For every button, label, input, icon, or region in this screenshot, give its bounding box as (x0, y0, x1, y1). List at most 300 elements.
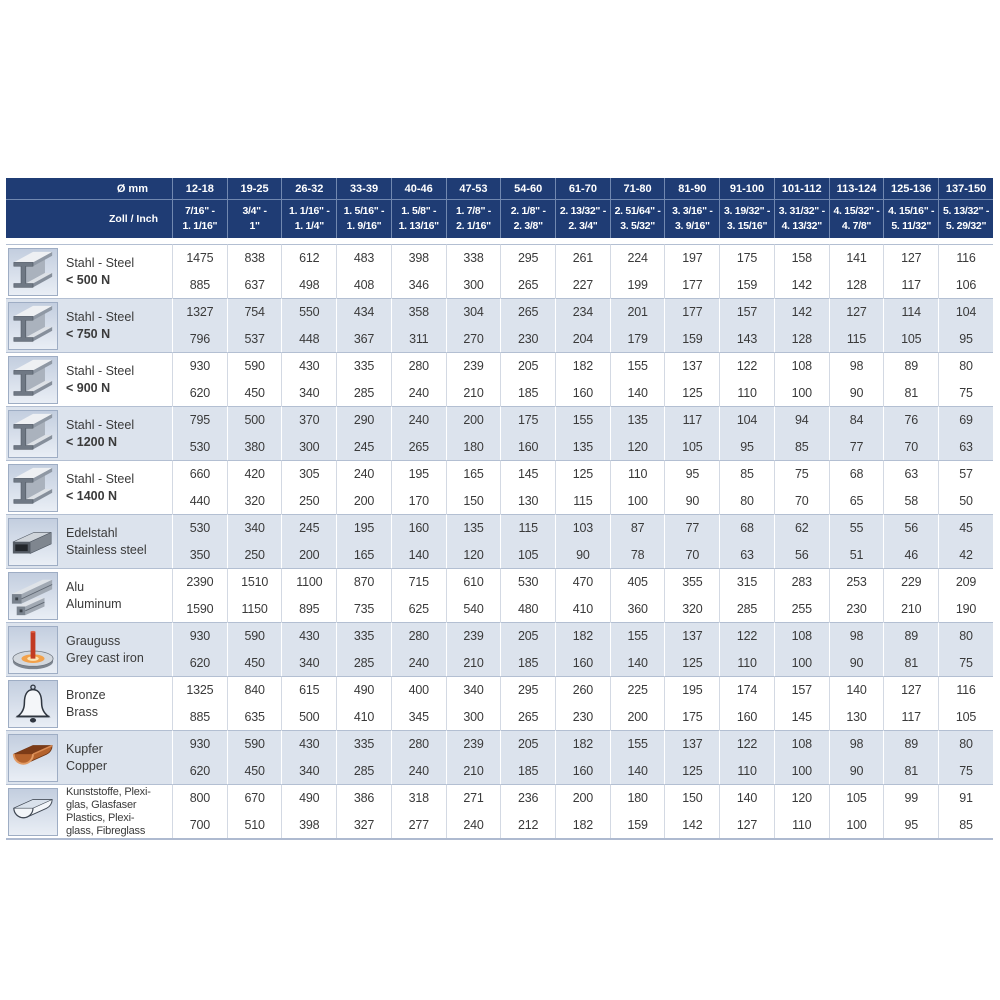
value-cell: 77 (664, 514, 719, 541)
value-cell: 140 (829, 676, 884, 703)
value-cell: 170 (391, 487, 446, 514)
value-cell: 62 (774, 514, 829, 541)
value-cell: 87 (610, 514, 665, 541)
value-cell: 612 (281, 244, 336, 271)
value-cell: 540 (446, 595, 501, 622)
column-header-inch (555, 200, 610, 238)
value-cell: 240 (391, 757, 446, 784)
value-cell: 185 (500, 649, 555, 676)
column-header-mm: 26-32 (281, 178, 336, 200)
value-cell: 75 (938, 379, 993, 406)
value-cell: 205 (500, 622, 555, 649)
value-cell: 180 (446, 433, 501, 460)
value-cell: 410 (555, 595, 610, 622)
value-cell: 140 (610, 379, 665, 406)
material-label-line: Bronze (66, 687, 106, 702)
value-cell: 530 (172, 433, 227, 460)
value-cell: 179 (610, 325, 665, 352)
value-cell: 145 (774, 703, 829, 730)
value-cell: 140 (719, 784, 774, 811)
value-cell: 280 (391, 622, 446, 649)
value-cell: 1590 (172, 595, 227, 622)
value-cell: 50 (938, 487, 993, 514)
value-cell: 160 (500, 433, 555, 460)
value-cell: 199 (610, 271, 665, 298)
value-cell: 510 (227, 811, 282, 838)
value-cell: 625 (391, 595, 446, 622)
value-cell: 200 (281, 541, 336, 568)
value-cell: 160 (391, 514, 446, 541)
column-header-inch (281, 200, 336, 238)
stainless-steel-profile-icon (8, 518, 58, 566)
value-cell: 295 (500, 244, 555, 271)
value-cell: 130 (500, 487, 555, 514)
value-cell: 620 (172, 757, 227, 784)
value-cell: 1150 (227, 595, 282, 622)
inch-range-to: 4. 13/32" (781, 220, 822, 232)
steel-i-beam-icon (8, 464, 58, 512)
value-cell: 295 (500, 676, 555, 703)
column-header-inch (938, 200, 993, 238)
value-cell: 182 (555, 730, 610, 757)
value-cell: 340 (446, 676, 501, 703)
table-row (6, 244, 993, 271)
value-cell: 110 (719, 757, 774, 784)
value-cell: 135 (610, 406, 665, 433)
steel-i-beam-icon (9, 249, 57, 295)
value-cell: 85 (938, 811, 993, 838)
value-cell: 185 (500, 379, 555, 406)
value-cell: 122 (719, 730, 774, 757)
value-cell: 70 (883, 433, 938, 460)
value-cell: 95 (938, 325, 993, 352)
data-table (6, 178, 993, 840)
column-header-inch (227, 200, 282, 238)
value-cell: 304 (446, 298, 501, 325)
value-cell: 358 (391, 298, 446, 325)
value-cell: 930 (172, 352, 227, 379)
column-header-mm: 40-46 (391, 178, 446, 200)
value-cell: 98 (829, 622, 884, 649)
value-cell: 700 (172, 811, 227, 838)
value-cell: 265 (500, 703, 555, 730)
table-row (6, 460, 993, 487)
value-cell: 68 (719, 514, 774, 541)
value-cell: 106 (938, 271, 993, 298)
value-cell: 318 (391, 784, 446, 811)
value-cell: 205 (500, 730, 555, 757)
value-cell: 56 (883, 514, 938, 541)
material-label-line: Brass (66, 704, 98, 719)
value-cell: 122 (719, 352, 774, 379)
value-cell: 340 (281, 649, 336, 676)
copper-gutter-icon (8, 734, 58, 782)
value-cell: 240 (391, 379, 446, 406)
steel-i-beam-icon (9, 465, 57, 511)
value-cell: 155 (610, 730, 665, 757)
value-cell: 195 (336, 514, 391, 541)
value-cell: 160 (555, 379, 610, 406)
value-cell: 450 (227, 379, 282, 406)
material-label (61, 460, 172, 514)
value-cell: 410 (336, 703, 391, 730)
value-cell: 1327 (172, 298, 227, 325)
value-cell: 105 (883, 325, 938, 352)
material-label-line: < 1400 N (66, 488, 118, 503)
value-cell: 91 (938, 784, 993, 811)
value-cell: 195 (664, 676, 719, 703)
value-cell: 180 (610, 784, 665, 811)
value-cell: 63 (938, 433, 993, 460)
value-cell: 108 (774, 622, 829, 649)
value-cell: 75 (774, 460, 829, 487)
column-header-mm: 54-60 (500, 178, 555, 200)
value-cell: 68 (829, 460, 884, 487)
value-cell: 500 (281, 703, 336, 730)
table-body (6, 244, 993, 838)
value-cell: 159 (719, 271, 774, 298)
value-cell: 305 (281, 460, 336, 487)
value-cell: 81 (883, 379, 938, 406)
value-cell: 870 (336, 568, 391, 595)
material-icon-cell (6, 730, 61, 784)
value-cell: 660 (172, 460, 227, 487)
value-cell: 320 (227, 487, 282, 514)
value-cell: 104 (719, 406, 774, 433)
value-cell: 80 (719, 487, 774, 514)
value-cell: 253 (829, 568, 884, 595)
value-cell: 155 (610, 622, 665, 649)
value-cell: 386 (336, 784, 391, 811)
value-cell: 100 (610, 487, 665, 514)
value-cell: 89 (883, 622, 938, 649)
value-cell: 735 (336, 595, 391, 622)
value-cell: 550 (281, 298, 336, 325)
value-cell: 205 (500, 352, 555, 379)
value-cell: 840 (227, 676, 282, 703)
value-cell: 300 (281, 433, 336, 460)
inch-range-from: 1. 5/8" - (401, 205, 437, 217)
value-cell: 142 (664, 811, 719, 838)
value-cell: 75 (938, 649, 993, 676)
value-cell: 104 (938, 298, 993, 325)
steel-i-beam-icon (8, 248, 58, 296)
table-row (6, 784, 993, 811)
value-cell: 285 (336, 757, 391, 784)
table-header (6, 178, 993, 244)
aluminum-profile-icon (9, 573, 57, 619)
steel-i-beam-icon (8, 356, 58, 404)
value-cell: 635 (227, 703, 282, 730)
value-cell: 114 (883, 298, 938, 325)
material-icon-cell (6, 406, 61, 460)
value-cell: 398 (281, 811, 336, 838)
value-cell: 115 (829, 325, 884, 352)
value-cell: 490 (281, 784, 336, 811)
stainless-steel-profile-icon (9, 519, 57, 565)
cutting-data-table (6, 178, 993, 840)
header-row-mm (6, 178, 993, 200)
inch-range-from: 4. 15/16" - (888, 205, 935, 217)
value-cell: 182 (555, 622, 610, 649)
value-cell: 110 (719, 379, 774, 406)
value-cell: 177 (664, 298, 719, 325)
value-cell: 70 (774, 487, 829, 514)
inch-range-to: 1. 9/16" (346, 220, 382, 232)
value-cell: 185 (500, 757, 555, 784)
material-label (61, 568, 172, 622)
column-header-inch (829, 200, 884, 238)
plastic-gutter-icon (9, 789, 57, 835)
value-cell: 895 (281, 595, 336, 622)
value-cell: 195 (391, 460, 446, 487)
value-cell: 430 (281, 622, 336, 649)
inch-label: Zoll / Inch (6, 200, 172, 238)
value-cell: 125 (664, 757, 719, 784)
value-cell: 398 (391, 244, 446, 271)
value-cell: 350 (172, 541, 227, 568)
inch-range-to: 2. 3/8" (513, 220, 543, 232)
value-cell: 340 (281, 379, 336, 406)
value-cell: 140 (610, 757, 665, 784)
table-row (6, 406, 993, 433)
value-cell: 125 (664, 379, 719, 406)
value-cell: 177 (664, 271, 719, 298)
column-header-inch (391, 200, 446, 238)
material-label-line: Kunststoffe, Plexi- (66, 785, 151, 798)
material-label-line: Alu (66, 579, 85, 594)
value-cell: 57 (938, 460, 993, 487)
value-cell: 137 (664, 352, 719, 379)
value-cell: 125 (555, 460, 610, 487)
column-header-inch (172, 200, 227, 238)
value-cell: 69 (938, 406, 993, 433)
value-cell: 405 (610, 568, 665, 595)
value-cell: 84 (829, 406, 884, 433)
value-cell: 346 (391, 271, 446, 298)
value-cell: 335 (336, 352, 391, 379)
value-cell: 239 (446, 730, 501, 757)
material-label (61, 730, 172, 784)
value-cell: 63 (719, 541, 774, 568)
value-cell: 212 (500, 811, 555, 838)
value-cell: 135 (446, 514, 501, 541)
value-cell: 128 (774, 325, 829, 352)
value-cell: 796 (172, 325, 227, 352)
column-header-mm: 101-112 (774, 178, 829, 200)
value-cell: 90 (829, 649, 884, 676)
column-header-mm: 61-70 (555, 178, 610, 200)
value-cell: 81 (883, 649, 938, 676)
inch-range-to: 3. 5/32" (620, 220, 655, 232)
value-cell: 110 (774, 811, 829, 838)
value-cell: 110 (719, 649, 774, 676)
inch-range-to: 3. 15/16" (726, 220, 768, 232)
value-cell: 78 (610, 541, 665, 568)
value-cell: 117 (664, 406, 719, 433)
value-cell: 285 (336, 649, 391, 676)
inch-range-from: 2. 51/64" - (614, 205, 661, 217)
column-header-mm: 137-150 (938, 178, 993, 200)
material-label-line: Grauguss (66, 633, 121, 648)
value-cell: 590 (227, 730, 282, 757)
value-cell: 94 (774, 406, 829, 433)
value-cell: 142 (774, 298, 829, 325)
value-cell: 280 (391, 730, 446, 757)
column-header-inch (664, 200, 719, 238)
header-row-inch (6, 200, 993, 238)
value-cell: 335 (336, 622, 391, 649)
value-cell: 117 (883, 703, 938, 730)
material-label-line: Stahl - Steel (66, 417, 135, 432)
bell-icon (9, 681, 57, 727)
value-cell: 620 (172, 649, 227, 676)
value-cell: 210 (883, 595, 938, 622)
value-cell: 420 (227, 460, 282, 487)
inch-range-from: 3. 3/16" - (672, 205, 713, 217)
value-cell: 90 (664, 487, 719, 514)
value-cell: 280 (391, 352, 446, 379)
value-cell: 45 (938, 514, 993, 541)
material-icon-cell (6, 622, 61, 676)
material-label-line: < 900 N (66, 380, 111, 395)
value-cell: 335 (336, 730, 391, 757)
inch-range-from: 1. 5/16" - (343, 205, 385, 217)
value-cell: 135 (555, 433, 610, 460)
value-cell: 51 (829, 541, 884, 568)
value-cell: 76 (883, 406, 938, 433)
column-header-inch (610, 200, 665, 238)
value-cell: 70 (664, 541, 719, 568)
value-cell: 637 (227, 271, 282, 298)
inch-range-from: 3. 19/32" - (724, 205, 771, 217)
column-header-inch (500, 200, 555, 238)
value-cell: 500 (227, 406, 282, 433)
value-cell: 265 (500, 271, 555, 298)
table-row (6, 298, 993, 325)
value-cell: 408 (336, 271, 391, 298)
value-cell: 1325 (172, 676, 227, 703)
plastic-gutter-icon (8, 788, 58, 836)
value-cell: 250 (281, 487, 336, 514)
value-cell: 400 (391, 676, 446, 703)
value-cell: 155 (555, 406, 610, 433)
table-row (6, 514, 993, 541)
material-label-line: < 1200 N (66, 434, 118, 449)
column-header-inch (774, 200, 829, 238)
value-cell: 610 (446, 568, 501, 595)
value-cell: 240 (391, 649, 446, 676)
inch-range-from: 1. 7/8" - (455, 205, 491, 217)
column-header-mm: 19-25 (227, 178, 282, 200)
material-label-line: < 500 N (66, 272, 111, 287)
value-cell: 340 (227, 514, 282, 541)
value-cell: 110 (610, 460, 665, 487)
value-cell: 270 (446, 325, 501, 352)
inch-range-to: 5. 29/32" (945, 220, 987, 232)
value-cell: 210 (446, 379, 501, 406)
value-cell: 182 (555, 811, 610, 838)
value-cell: 338 (446, 244, 501, 271)
value-cell: 230 (829, 595, 884, 622)
inch-range-to: 1" (249, 220, 260, 232)
value-cell: 140 (610, 649, 665, 676)
value-cell: 105 (829, 784, 884, 811)
value-cell: 355 (664, 568, 719, 595)
value-cell: 340 (281, 757, 336, 784)
column-header-inch (883, 200, 938, 238)
inch-range-from: 2. 1/8" - (510, 205, 546, 217)
value-cell: 530 (172, 514, 227, 541)
copper-gutter-icon (9, 735, 57, 781)
material-label-line: < 750 N (66, 326, 111, 341)
value-cell: 157 (774, 676, 829, 703)
table-row (6, 622, 993, 649)
column-header-inch (336, 200, 391, 238)
value-cell: 141 (829, 244, 884, 271)
value-cell: 1100 (281, 568, 336, 595)
value-cell: 2390 (172, 568, 227, 595)
material-label-line: glass, Fibreglass (66, 824, 146, 837)
value-cell: 105 (500, 541, 555, 568)
value-cell: 537 (227, 325, 282, 352)
value-cell: 98 (829, 730, 884, 757)
value-cell: 590 (227, 622, 282, 649)
value-cell: 175 (719, 244, 774, 271)
value-cell: 239 (446, 622, 501, 649)
value-cell: 530 (500, 568, 555, 595)
value-cell: 277 (391, 811, 446, 838)
material-icon-cell (6, 298, 61, 352)
aluminum-profile-icon (8, 572, 58, 620)
value-cell: 174 (719, 676, 774, 703)
value-cell: 160 (555, 649, 610, 676)
value-cell: 204 (555, 325, 610, 352)
column-header-mm: 33-39 (336, 178, 391, 200)
table-row (6, 676, 993, 703)
value-cell: 320 (664, 595, 719, 622)
steel-i-beam-icon (9, 411, 57, 457)
table-row (6, 568, 993, 595)
value-cell: 240 (336, 460, 391, 487)
value-cell: 300 (446, 271, 501, 298)
value-cell: 90 (829, 757, 884, 784)
value-cell: 234 (555, 298, 610, 325)
inch-range-to: 1. 1/16" (182, 220, 218, 232)
value-cell: 440 (172, 487, 227, 514)
column-header-mm: 81-90 (664, 178, 719, 200)
value-cell: 201 (610, 298, 665, 325)
value-cell: 95 (719, 433, 774, 460)
value-cell: 315 (719, 568, 774, 595)
value-cell: 143 (719, 325, 774, 352)
value-cell: 498 (281, 271, 336, 298)
value-cell: 236 (500, 784, 555, 811)
value-cell: 160 (555, 757, 610, 784)
inch-range-from: 2. 13/32" - (559, 205, 606, 217)
material-icon-cell (6, 244, 61, 298)
inch-range-to: 2. 3/4" (568, 220, 598, 232)
value-cell: 670 (227, 784, 282, 811)
material-icon-cell (6, 514, 61, 568)
value-cell: 240 (446, 811, 501, 838)
value-cell: 250 (227, 541, 282, 568)
value-cell: 120 (446, 541, 501, 568)
value-cell: 261 (555, 244, 610, 271)
value-cell: 327 (336, 811, 391, 838)
material-label-line: Stahl - Steel (66, 255, 135, 270)
value-cell: 224 (610, 244, 665, 271)
